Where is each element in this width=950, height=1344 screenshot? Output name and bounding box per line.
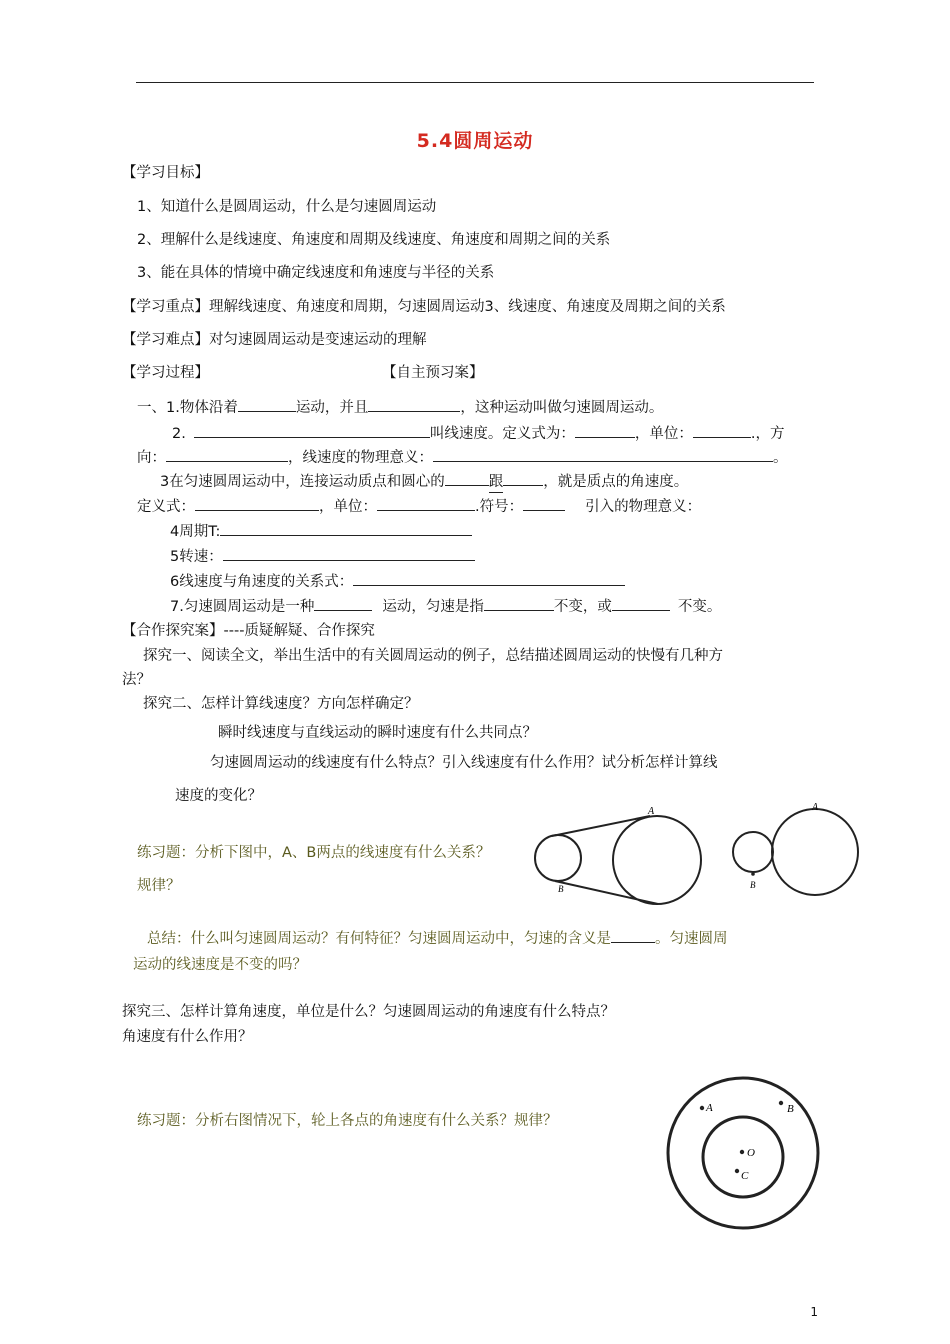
objective-item: 1、知道什么是圆周运动，什么是匀速圆周运动 — [137, 199, 437, 215]
belt-bottom — [555, 881, 658, 904]
objective-item: 3、能在具体的情境中确定线速度和角速度与半径的关系 — [137, 265, 495, 281]
contact-wheels-figure — [728, 800, 858, 900]
preview-q1: 一、1.物体沿着 运动，并且 ，这种运动叫做匀速圆周运动。 — [137, 397, 663, 418]
objectives-header: 【学习目标】 — [122, 165, 209, 181]
preview-q4: 4周期T: — [170, 521, 472, 542]
point-c — [735, 1169, 739, 1173]
header-rule — [136, 82, 814, 83]
wheel-label-o: O — [747, 1147, 755, 1159]
explore-one: 探究一、阅读全文，举出生活中的有关圆周运动的例子，总结描述圆周运动的快慢有几种方 — [143, 648, 723, 664]
preview-q7: 7.匀速圆周运动是一种 运动，匀速是指 不变，或 不变。 — [170, 596, 721, 617]
preview-q2: 2. 叫线速度。定义式为： ，单位： .，方 — [172, 423, 784, 444]
preview-q3b: 定义式： ，单位： .符号： 引入的物理意义： — [137, 496, 701, 517]
small-wheel — [733, 832, 773, 872]
practice-one-cont: 规律？ — [137, 878, 181, 894]
belt-label-a: A — [648, 806, 655, 817]
preview-header: 【自主预习案】 — [382, 365, 484, 381]
explore-three: 探究三、怎样计算角速度，单位是什么？匀速圆周运动的角速度有什么特点？ — [122, 1004, 615, 1020]
explore-two: 探究二、怎样计算线速度？方向怎样确定？ — [143, 696, 419, 712]
key-points: 【学习重点】理解线速度、角速度和周期，匀速圆周运动3、线速度、角速度及周期之间的关系 — [122, 299, 726, 315]
wheel-label-a: A — [706, 1102, 713, 1114]
belt-label-b: B — [558, 884, 564, 894]
preview-q2b: 向： ，线速度的物理意义： 。 — [137, 447, 788, 468]
practice-two: 练习题：分析右图情况下，轮上各点的角速度有什么关系？规律？ — [137, 1113, 558, 1129]
large-wheel — [772, 809, 858, 895]
coop-header: 【合作探究案】----质疑解疑、合作探究 — [122, 623, 375, 639]
contact-label-a: A — [812, 802, 819, 813]
point-o — [740, 1150, 744, 1154]
inner-ring — [703, 1117, 783, 1197]
explore-one-cont: 法？ — [122, 672, 151, 688]
point-b — [779, 1101, 783, 1105]
belt-top — [552, 816, 650, 836]
wheel-label-c: C — [741, 1170, 749, 1182]
explore-two-q2-cont: 速度的变化？ — [175, 788, 262, 804]
objective-item: 2、理解什么是线速度、角速度和周期及线速度、角速度和周期之间的关系 — [137, 232, 611, 248]
page-number: 1 — [810, 1305, 818, 1319]
preview-q6: 6线速度与角速度的关系式： — [170, 571, 625, 592]
large-pulley — [613, 816, 701, 904]
summary: 总结：什么叫匀速圆周运动？有何特征？匀速圆周运动中，匀速的含义是 。匀速圆周 — [147, 928, 728, 949]
explore-two-q1: 瞬时线速度与直线运动的瞬时速度有什么共同点？ — [218, 725, 537, 741]
contact-label-b: B — [750, 880, 756, 890]
belt-drive-figure — [530, 800, 730, 910]
concentric-wheel-figure — [665, 1072, 825, 1232]
summary-cont: 运动的线速度是不变的吗？ — [133, 957, 307, 973]
process-header: 【学习过程】 — [122, 365, 209, 381]
preview-q3: 3在匀速圆周运动中，连接运动质点和圆心的 跟 ，就是质点的角速度。 — [160, 471, 688, 493]
difficulty: 【学习难点】对匀速圆周运动是变速运动的理解 — [122, 332, 427, 348]
page-title: 5.4圆周运动 — [416, 130, 534, 152]
wheel-label-b: B — [787, 1103, 794, 1115]
explore-two-q2: 匀速圆周运动的线速度有什么特点？引入线速度有什么作用？试分析怎样计算线 — [210, 755, 718, 771]
small-pulley — [535, 835, 581, 881]
contact-point-b — [751, 872, 755, 876]
explore-three-cont: 角速度有什么作用？ — [122, 1029, 253, 1045]
point-a — [700, 1106, 704, 1110]
practice-one: 练习题：分析下图中，A、B两点的线速度有什么关系？ — [137, 845, 491, 861]
preview-q5: 5转速： — [170, 546, 475, 567]
